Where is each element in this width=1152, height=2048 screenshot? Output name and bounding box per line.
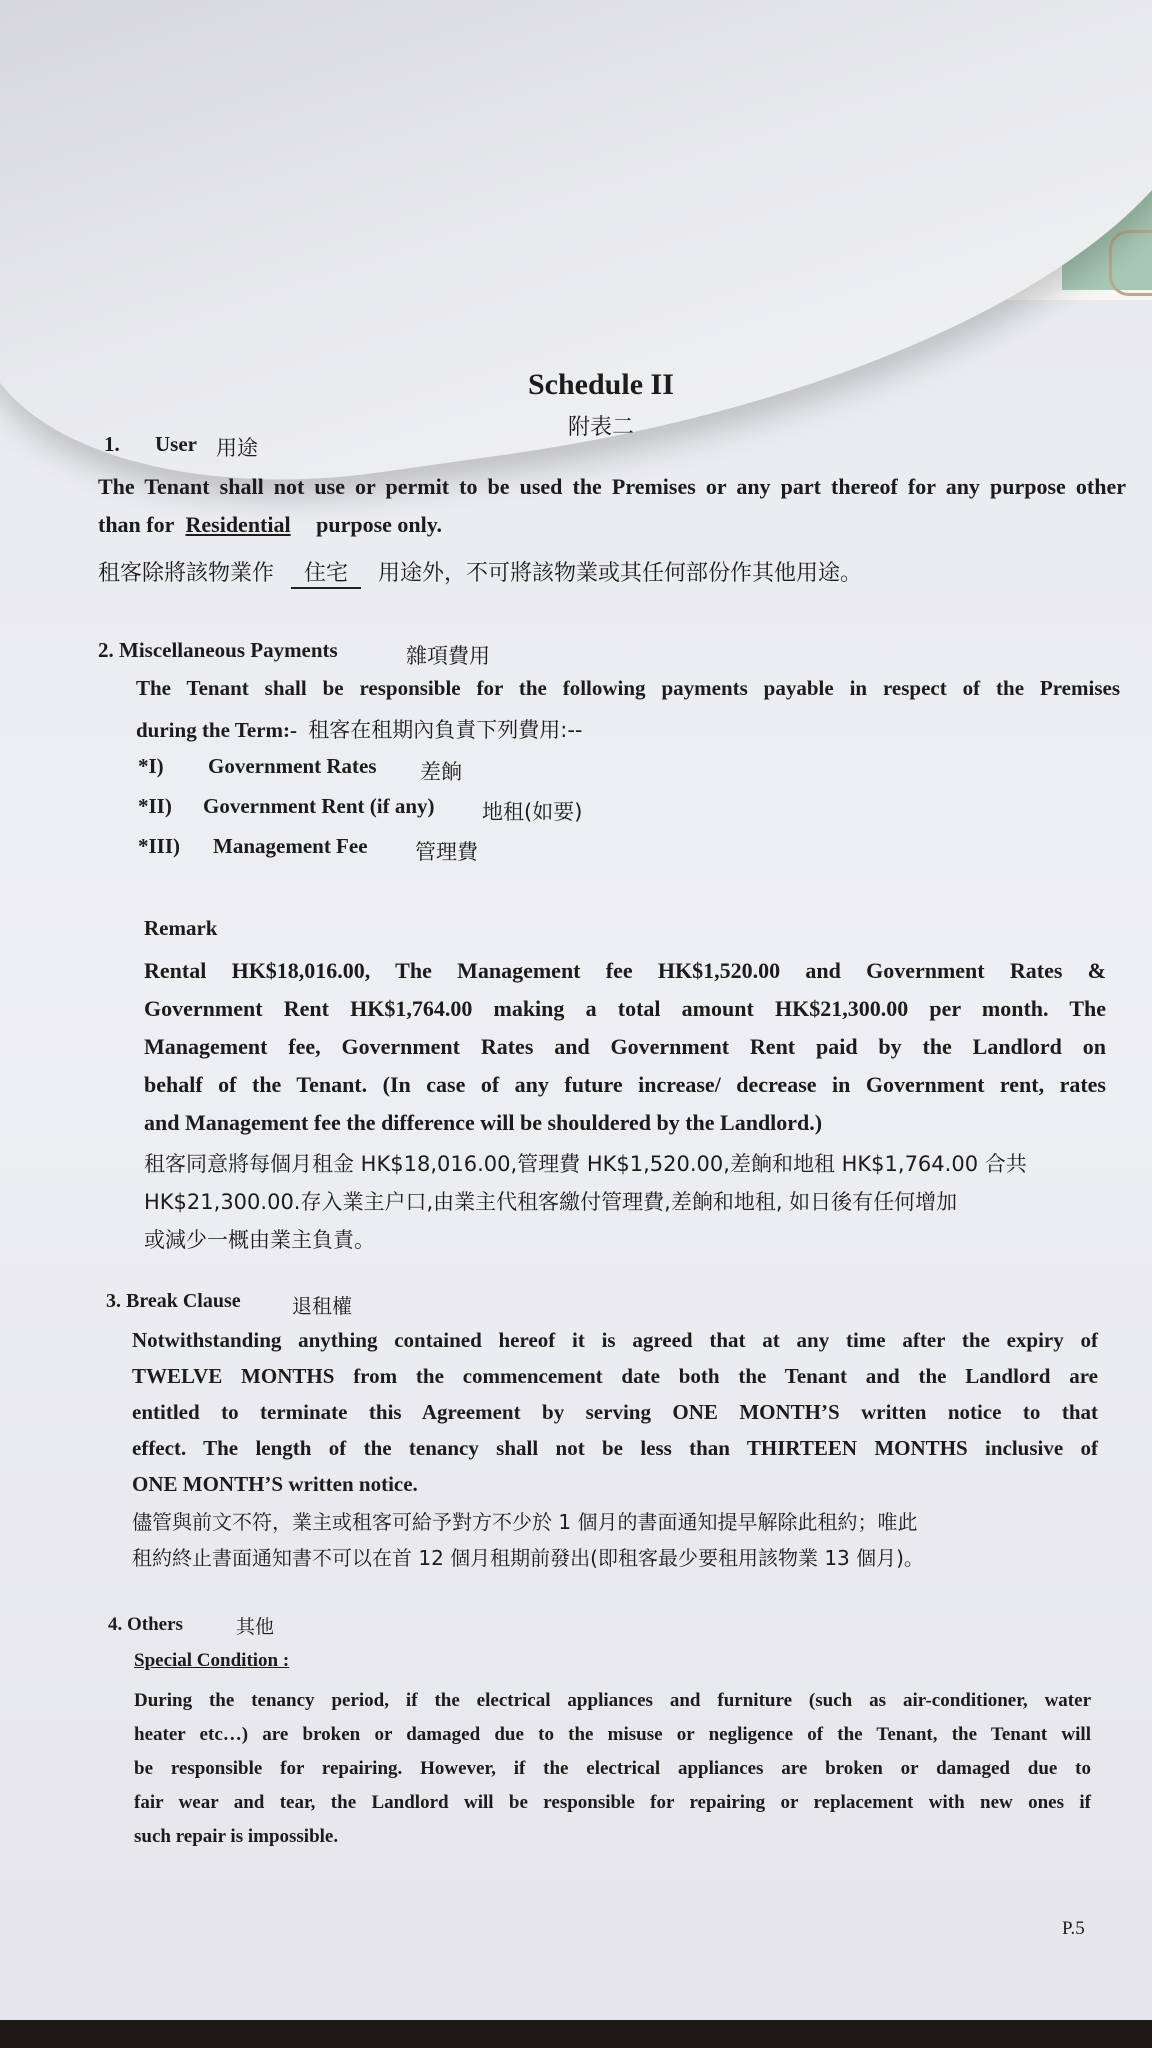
section4-line: heater etc…) are broken or damaged due to the misuse or negligence of the Tenant, the Tenant will bbox=[134, 1724, 1091, 1745]
table-surface bbox=[0, 2020, 1152, 2048]
page-number: P.5 bbox=[1062, 1918, 1085, 1939]
section2-intro2 bbox=[136, 714, 583, 744]
section4-line: such repair is impossible. bbox=[134, 1826, 339, 1847]
paper-clip-icon bbox=[1109, 230, 1152, 296]
section1-line2-pre: than for bbox=[98, 512, 174, 537]
section1-zh bbox=[98, 556, 862, 589]
payment-item-label: Government Rates bbox=[208, 754, 377, 778]
section3-heading: 3. Break Clause bbox=[106, 1290, 241, 1312]
section3-line: TWELVE MONTHS from the commencement date both the Tenant and the Landlord are bbox=[132, 1364, 1098, 1388]
section4-line: be responsible for repairing. However, if the electrical appliances are broken or damaged due to bbox=[134, 1758, 1091, 1779]
section3-zh-line: 儘管與前文不符，業主或租客可給予對方不少於 1 個月的書面通知提早解除此租約；唯此 bbox=[132, 1510, 918, 1534]
payment-item-zh: 管理費 bbox=[415, 840, 478, 864]
payment-item-num: *II) bbox=[138, 794, 172, 818]
section1-line1: The Tenant shall not use or permit to be used the Premises or any part thereof for any purpose other bbox=[98, 474, 1126, 499]
section1-zh-post: 用途外，不可將該物業或其任何部份作其他用途。 bbox=[378, 561, 863, 586]
payment-item-num: *I) bbox=[138, 754, 164, 778]
remark-line: Rental HK$18,016.00, The Management fee HK$1,520.00 and Government Rates & bbox=[144, 958, 1106, 983]
special-condition-label: Special Condition : bbox=[134, 1650, 290, 1671]
section3-line: ONE MONTH’S written notice. bbox=[132, 1472, 418, 1496]
remark-zh-line: 租客同意將每個月租金 HK$18,016.00,管理費 HK$1,520.00,差餉和地租 HK$1,764.00 合共 bbox=[144, 1152, 1027, 1176]
section2-heading: 2. Miscellaneous Payments bbox=[98, 638, 338, 662]
remark-line: Management fee, Government Rates and Government Rent paid by the Landlord on bbox=[144, 1034, 1106, 1059]
schedule-title-zh: 附表二 bbox=[568, 415, 635, 440]
section3-zh-line: 租約終止書面通知書不可以在首 12 個月租期前發出(即租客最少要租用該物業 13 個月)。 bbox=[132, 1546, 924, 1570]
schedule-title: Schedule II bbox=[528, 368, 674, 401]
section1-zh-pre: 租客除將該物業作 bbox=[98, 561, 275, 586]
section4-heading-zh: 其他 bbox=[236, 1616, 275, 1638]
remark-line: behalf of the Tenant. (In case of any future increase/ decrease in Government rent, rates bbox=[144, 1072, 1106, 1097]
remark-line: Government Rent HK$1,764.00 making a total amount HK$21,300.00 per month. The bbox=[144, 996, 1106, 1021]
section2-intro1: The Tenant shall be responsible for the following payments payable in respect of the Premises bbox=[136, 676, 1120, 700]
section3-heading-zh: 退租權 bbox=[292, 1294, 352, 1318]
section1-use-value: Residential bbox=[185, 512, 291, 537]
section1-line2-post: purpose only. bbox=[316, 512, 443, 537]
payment-item-label: Management Fee bbox=[213, 834, 368, 858]
remark-zh-line: HK$21,300.00.存入業主户口,由業主代租客繳付管理費,差餉和地租, 如日後有任何增加 bbox=[144, 1190, 958, 1214]
section2-intro2-zh: 租客在租期內負責下列費用:-- bbox=[308, 718, 583, 742]
section3-line: entitled to terminate this Agreement by serving ONE MONTH’S written notice to that bbox=[132, 1400, 1098, 1424]
payment-item-zh: 差餉 bbox=[420, 760, 462, 784]
payment-item-label: Government Rent (if any) bbox=[203, 794, 435, 818]
section3-line: effect. The length of the tenancy shall not be less than THIRTEEN MONTHS inclusive of bbox=[132, 1436, 1098, 1460]
section4-line: During the tenancy period, if the electrical appliances and furniture (such as air-conditioner, water bbox=[134, 1690, 1091, 1711]
remark-line: and Management fee the difference will be shouldered by the Landlord.) bbox=[144, 1110, 823, 1135]
section4-heading: 4. Others bbox=[108, 1614, 183, 1635]
section2-heading-zh: 雜項費用 bbox=[406, 644, 490, 668]
remark-label: Remark bbox=[144, 916, 218, 940]
remark-zh-line: 或減少一概由業主負責。 bbox=[144, 1228, 375, 1252]
payment-item-num: *III) bbox=[138, 834, 181, 858]
section1-line2 bbox=[98, 512, 442, 538]
section1-zh-value: 住宅 bbox=[291, 556, 361, 589]
section4-line: fair wear and tear, the Landlord will be responsible for repairing or replacement with new ones if bbox=[134, 1792, 1091, 1813]
section1-label-zh: 用途 bbox=[216, 436, 258, 460]
section1-number: 1. bbox=[104, 432, 120, 456]
section2-intro2-en: during the Term:- bbox=[136, 718, 298, 742]
section3-line: Notwithstanding anything contained hereof it is agreed that at any time after the expiry of bbox=[132, 1328, 1098, 1352]
section1-label: User bbox=[155, 432, 197, 456]
payment-item-zh: 地租(如要) bbox=[482, 800, 583, 824]
